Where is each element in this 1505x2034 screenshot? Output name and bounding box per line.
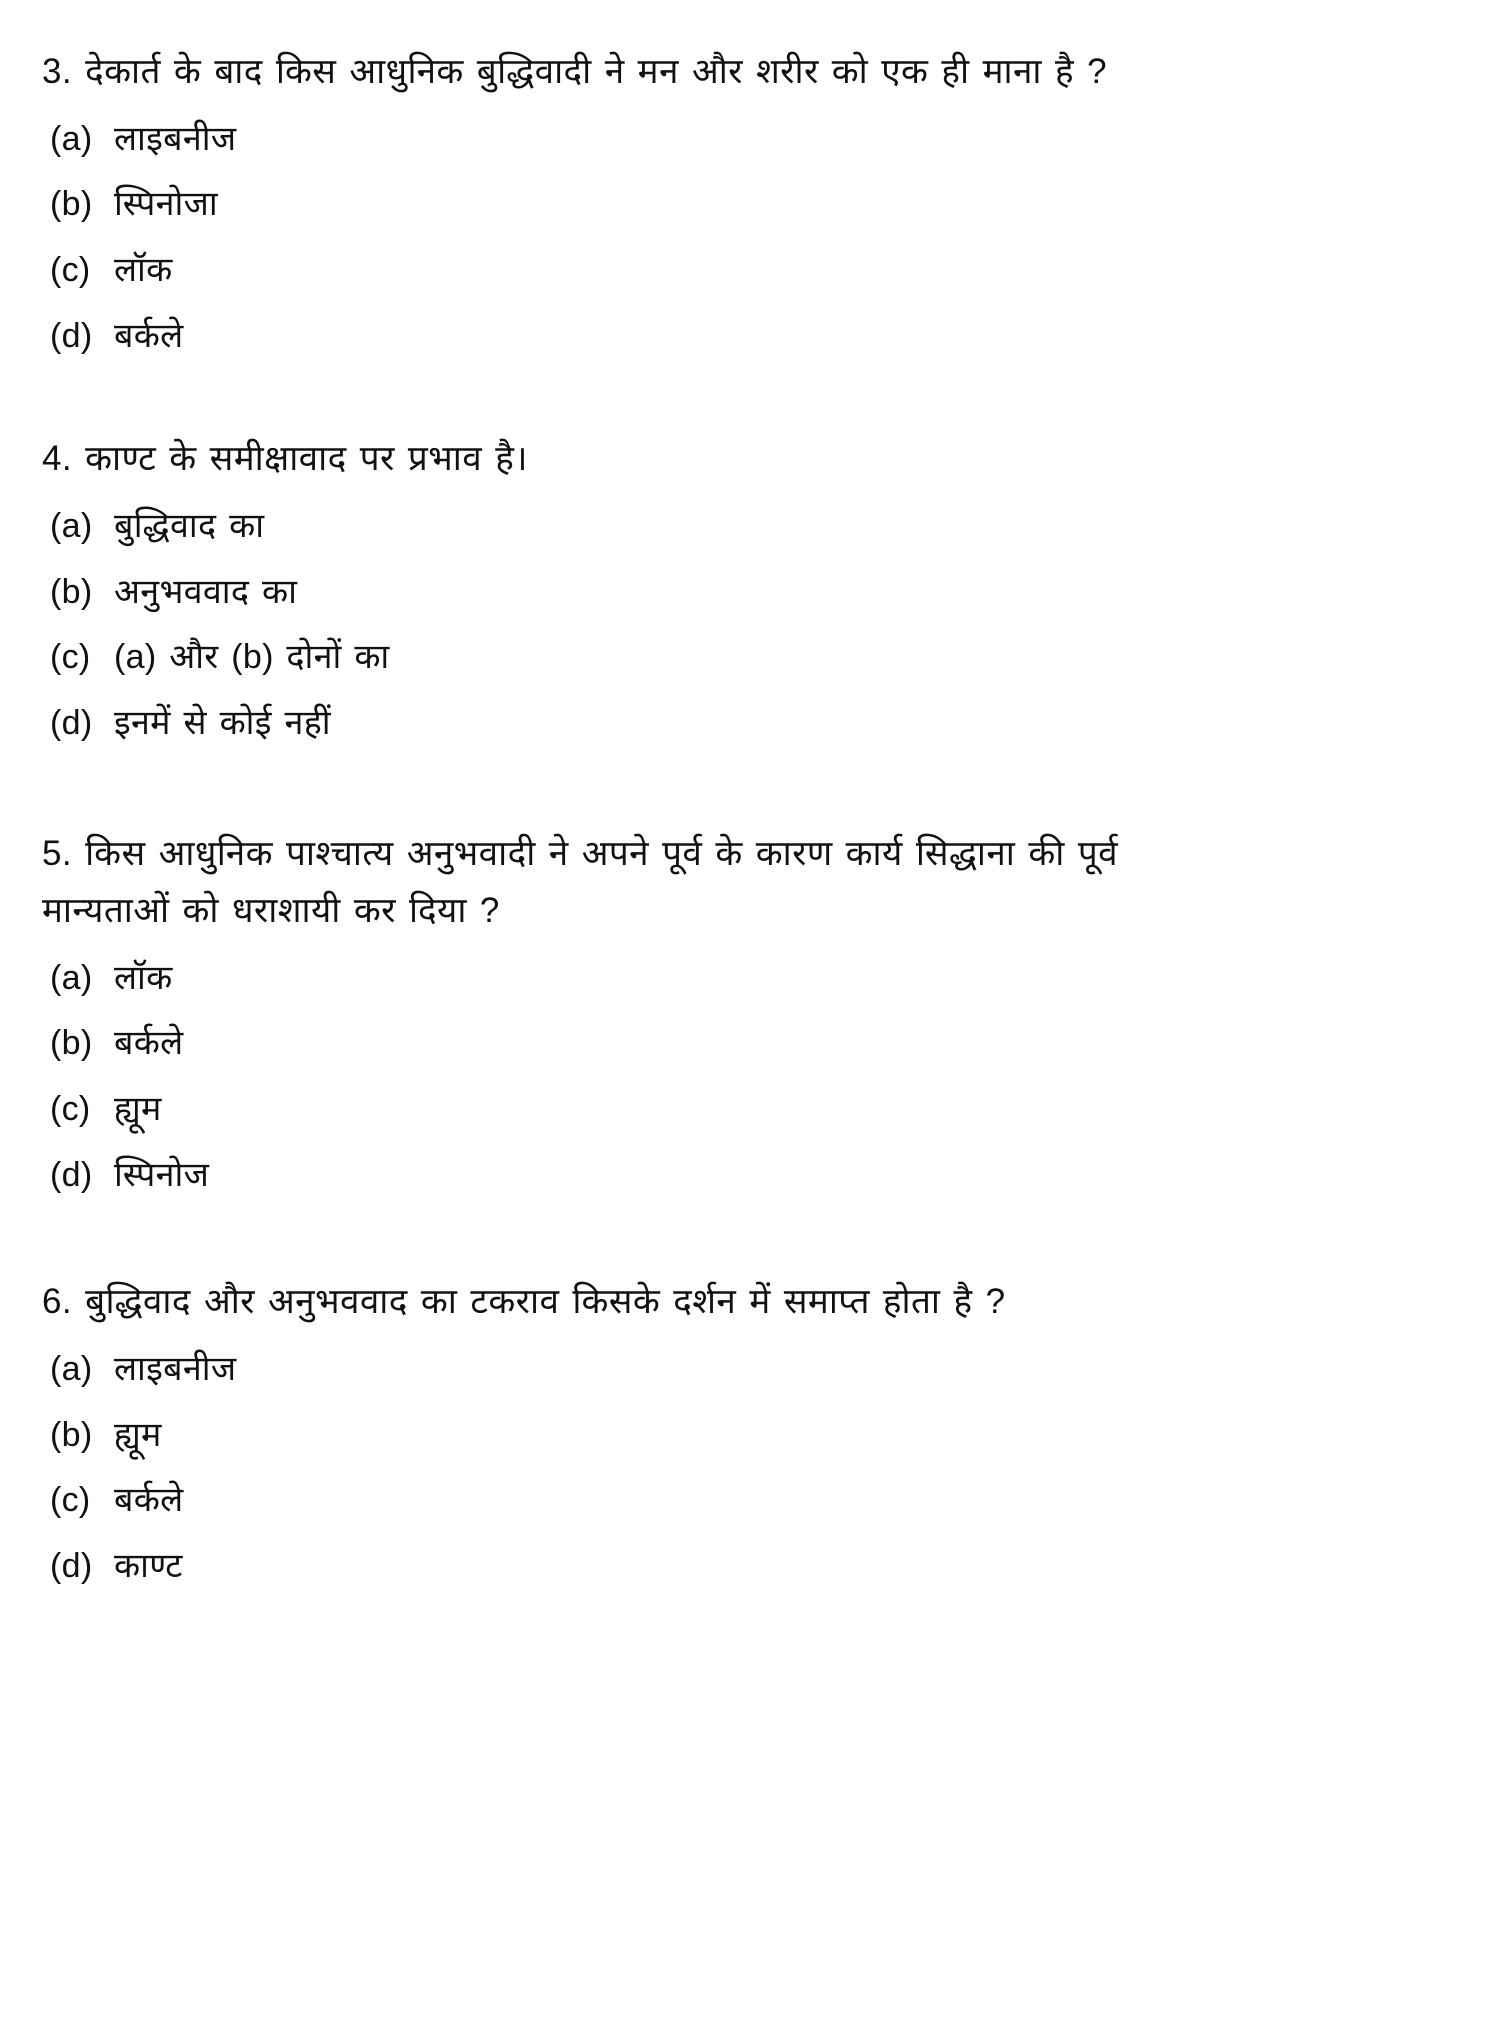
option-list-3 [42,115,1453,362]
option-marker: (a) [50,119,93,158]
option-list-5 [42,954,1453,1201]
option-marker: (b) [50,1415,93,1454]
option-5-b[interactable] [42,1019,1453,1069]
option-label: बुद्धिवाद का [114,506,265,545]
option-3-b[interactable] [42,180,1453,230]
option-3-d[interactable] [42,312,1453,362]
option-marker: (d) [50,703,93,742]
option-label: ह्यूम [114,1415,162,1454]
option-4-b[interactable] [42,568,1453,618]
option-label: अनुभववाद का [114,572,298,611]
question-text-6: 6. बुद्धिवाद और अनुभववाद का टकराव किसके दर्शन में समाप्त होता है ? [42,1282,1006,1322]
option-6-b[interactable] [42,1411,1453,1461]
question-text-3: 3. देकार्त के बाद किस आधुनिक बुद्धिवादी ने मन और शरीर को एक ही माना है ? [42,52,1107,91]
option-marker: (c) [50,1481,91,1520]
option-marker: (a) [50,1349,93,1388]
option-label: लाइबनीज [114,1349,237,1388]
option-label: बर्कले [114,316,184,355]
option-label: इनमें से कोई नहीं [114,703,331,742]
option-marker: (b) [50,185,93,224]
question-block-5 [42,826,1453,1200]
option-label: (a) और (b) दोनों का [114,638,390,677]
option-3-c[interactable] [42,246,1453,296]
option-marker: (c) [50,1090,91,1128]
option-marker: (a) [50,958,93,997]
option-5-c[interactable] [42,1085,1453,1135]
question-block-3 [42,44,1453,361]
option-label: लाइबनीज [114,119,237,158]
question-text-5: 5. किस आधुनिक पाश्चात्य अनुभवादी ने अपने पूर्व के कारण कार्य सिद्धाना की पूर्व मान्यताओं को धराशायी कर दिया ? [42,834,1119,931]
option-label: बर्कले [114,1481,184,1520]
option-6-d[interactable] [42,1542,1453,1592]
option-marker: (b) [50,1024,93,1063]
option-6-a[interactable] [42,1345,1453,1395]
option-label: स्पिनोज [114,1155,210,1194]
option-marker: (c) [50,638,91,677]
option-4-a[interactable] [42,502,1453,552]
option-marker: (d) [50,316,93,355]
option-list-4 [42,502,1453,749]
option-label: बर्कले [114,1024,184,1063]
option-3-a[interactable] [42,115,1453,165]
question-block-6 [42,1274,1453,1591]
option-label: लॉक [114,958,173,997]
option-label: लॉक [114,250,173,289]
option-marker: (d) [50,1546,93,1585]
option-marker: (b) [50,572,93,611]
option-list-6 [42,1345,1453,1592]
option-label: काण्ट [114,1546,183,1585]
question-block-4 [42,431,1453,748]
option-5-d[interactable] [42,1151,1453,1201]
option-5-a[interactable] [42,954,1453,1004]
option-4-d[interactable] [42,699,1453,749]
option-label: ह्यूम [114,1090,162,1128]
option-label: स्पिनोजा [114,185,218,224]
option-6-c[interactable] [42,1476,1453,1526]
option-marker: (d) [50,1155,93,1194]
option-marker: (c) [50,250,91,289]
option-marker: (a) [50,506,93,545]
option-4-c[interactable] [42,633,1453,683]
question-text-4: 4. काण्ट के समीक्षावाद पर प्रभाव है। [42,439,528,479]
